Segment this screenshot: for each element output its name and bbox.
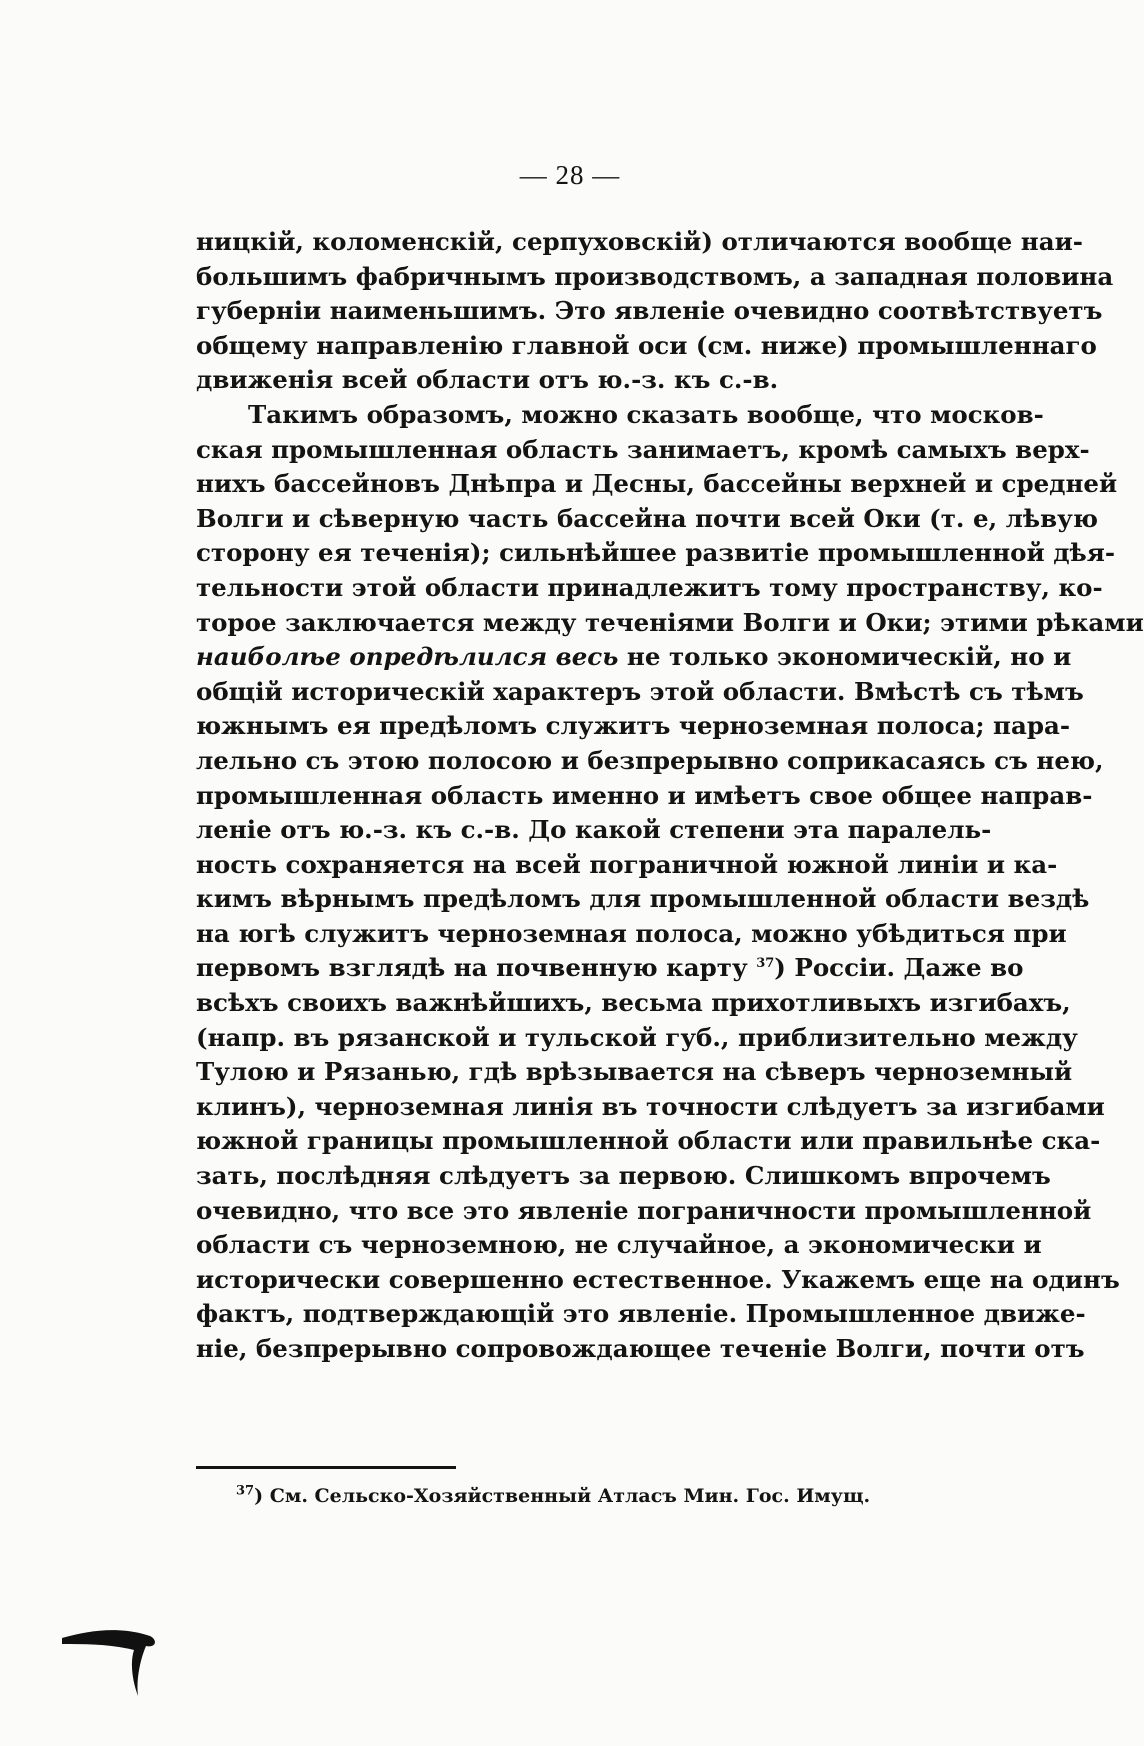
text-line: Тулою и Рязанью, гдѣ врѣзывается на сѣверъ черноземный (196, 1057, 1073, 1087)
text-line: ность сохраняется на всей пограничной южной линіи и ка- (196, 849, 1058, 879)
text-line: кимъ вѣрнымъ предѣломъ для промышленной области вездѣ (196, 884, 1090, 914)
text-line: клинъ), черноземная линія въ точности слѣдуетъ за изгибами (196, 1091, 1105, 1121)
text-line: промышленная область именно и имѣетъ свое общее направ- (196, 780, 1093, 810)
text-line: общему направленію главной оси (см. ниже) промышленнаго (196, 330, 1097, 360)
text-line: очевидно, что все это явленіе пограничности промышленной (196, 1195, 1092, 1225)
line-before: первомъ взглядѣ на почвенную карту (196, 953, 748, 983)
line-rest: не только экономическій, но и (618, 642, 1072, 672)
text-line: нихъ бассейновъ Днѣпра и Десны, бассейны верхней и средней (196, 469, 1118, 499)
paragraph-start-line: Такимъ образомъ, можно сказать вообще, что москов- (248, 399, 1044, 429)
text-line: лельно съ этою полосою и безпрерывно соприкасаясь съ нею, (196, 745, 1104, 775)
page-number: — 28 — (519, 160, 621, 190)
text-line: торое заключается между теченіями Волги и Оки; этими рѣками (196, 607, 1144, 637)
text-line: ніе, безпрерывно сопровождающее теченіе Волги, почти отъ (196, 1334, 1085, 1363)
text-line: зать, послѣдняя слѣдуетъ за первою. Слишкомъ впрочемъ (196, 1161, 1051, 1191)
footnote-reference[interactable]: 37 (756, 956, 775, 972)
text-line: леніе отъ ю.-з. къ с.-в. До какой степени эта паралель- (196, 815, 992, 845)
text-line: тельности этой области принадлежитъ тому пространству, ко- (196, 572, 1103, 602)
footnote-text: ) См. Сельско-Хозяйственный Атласъ Мин. Гос. Имущ. (254, 1485, 871, 1507)
text-line: области съ черноземною, не случайное, а экономически и (196, 1230, 1042, 1260)
footnote-divider (196, 1466, 456, 1469)
text-line: ская промышленная область занимаетъ, кромѣ самыхъ верх- (196, 434, 1090, 464)
italic-word: весь (555, 642, 619, 672)
text-line: большимъ фабричнымъ производствомъ, а западная половина (196, 261, 1114, 291)
text-line: фактъ, подтверждающій это явленіе. Промышленное движе- (196, 1299, 1086, 1329)
text-line: всѣхъ своихъ важнѣйшихъ, весьма прихотливыхъ изгибахъ, (196, 988, 1071, 1018)
italic-phrase: наиболѣе опредѣлился (196, 642, 548, 672)
text-line: на югѣ служитъ черноземная полоса, можно убѣдиться при (196, 918, 1067, 948)
text-line: южной границы промышленной области или правильнѣе ска- (196, 1126, 1101, 1156)
text-line: общій историческій характеръ этой области. Вмѣстѣ съ тѣмъ (196, 676, 1084, 706)
text-line: ницкій, коломенскій, серпуховскій) отличаются вообще наи- (196, 227, 1083, 256)
footnote (236, 1485, 870, 1507)
text-line: (напр. въ рязанской и тульской губ., приблизительно между (196, 1022, 1078, 1052)
footnote-number: 37 (236, 1483, 255, 1499)
ink-blot-mark (60, 1600, 160, 1700)
text-line: сторону ея теченія); сильнѣйшее развитіе промышленной дѣя- (196, 538, 1116, 568)
text-line: губерніи наименьшимъ. Это явленіе очевидно соотвѣтствуетъ (196, 296, 1103, 326)
text-line: Волги и сѣверную часть бассейна почти всей Оки (т. е, лѣвую (196, 503, 1098, 533)
body-text (196, 225, 1144, 1367)
text-line-footnote-ref (196, 951, 1024, 986)
text-line: движенія всей области отъ ю.-з. къ с.-в. (196, 365, 779, 395)
text-line-italic (196, 640, 1072, 675)
line-after: ) Россіи. Даже во (774, 953, 1024, 983)
text-line: исторически совершенно естественное. Укажемъ еще на одинъ (196, 1264, 1120, 1294)
text-line: южнымъ ея предѣломъ служитъ черноземная полоса; пара- (196, 711, 1070, 741)
